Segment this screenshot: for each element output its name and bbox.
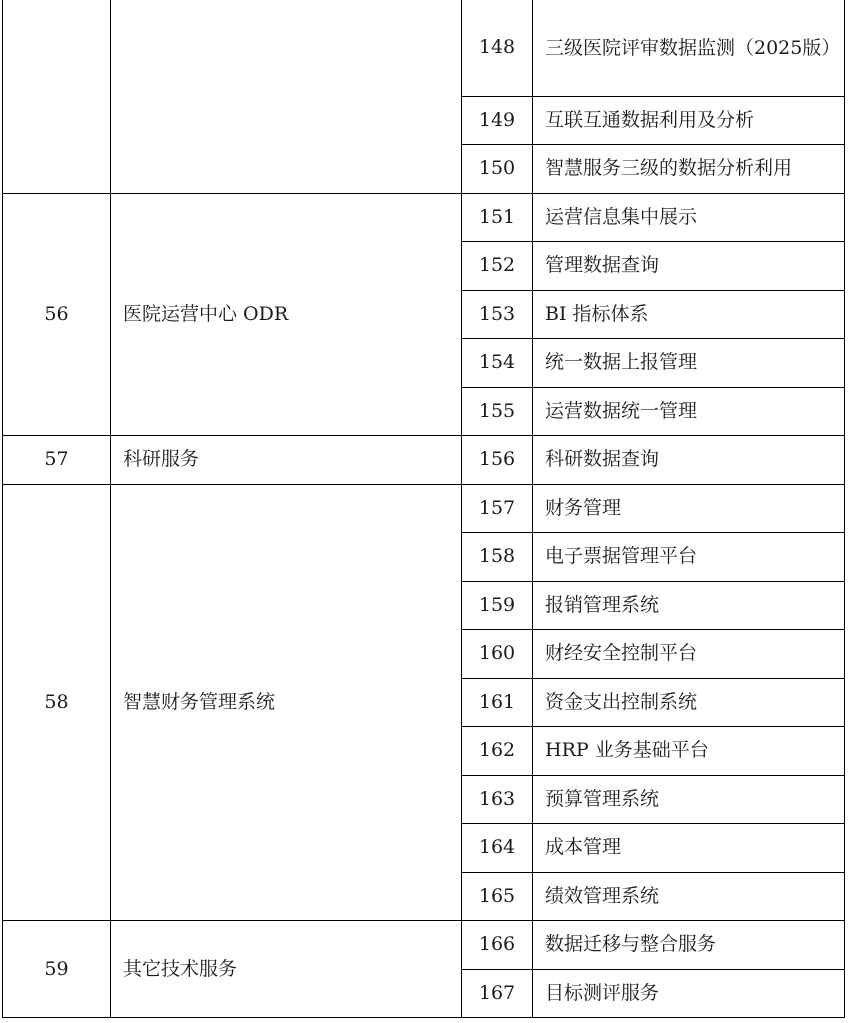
item-name-cell: 财务管理 (533, 484, 845, 533)
item-number-cell: 158 (462, 533, 533, 582)
group-name-cell: 科研服务 (111, 436, 462, 485)
item-number-cell: 165 (462, 872, 533, 921)
table-row (3, 0, 845, 96)
item-number-cell: 163 (462, 775, 533, 824)
item-name-cell: 绩效管理系统 (533, 872, 845, 921)
item-name-cell: 资金支出控制系统 (533, 678, 845, 727)
item-name-cell: 目标测评服务 (533, 969, 845, 1018)
item-number-cell: 162 (462, 727, 533, 776)
group-number-cell: 58 (3, 484, 111, 921)
item-name-cell: 互联互通数据利用及分析 (533, 96, 845, 145)
table-row (3, 484, 845, 533)
item-number-cell: 161 (462, 678, 533, 727)
item-name-cell: 运营信息集中展示 (533, 193, 845, 242)
item-number-cell: 160 (462, 630, 533, 679)
item-name-cell: 统一数据上报管理 (533, 339, 845, 388)
item-name-cell: 管理数据查询 (533, 242, 845, 291)
group-name-cell: 智慧财务管理系统 (111, 484, 462, 921)
item-name-cell: 成本管理 (533, 824, 845, 873)
item-number-cell: 166 (462, 921, 533, 970)
item-number-cell: 156 (462, 436, 533, 485)
group-number-cell: 57 (3, 436, 111, 485)
group-name-cell: 其它技术服务 (111, 921, 462, 1018)
item-number-cell: 148 (462, 0, 533, 96)
item-name-cell: 三级医院评审数据监测（2025版） (533, 0, 845, 96)
item-name-cell: 报销管理系统 (533, 581, 845, 630)
item-name-cell: 运营数据统一管理 (533, 387, 845, 436)
item-name-cell: 智慧服务三级的数据分析利用 (533, 145, 845, 194)
item-number-cell: 155 (462, 387, 533, 436)
group-number-cell (3, 0, 111, 193)
item-name-cell: 预算管理系统 (533, 775, 845, 824)
item-number-cell: 151 (462, 193, 533, 242)
item-number-cell: 150 (462, 145, 533, 194)
group-name-cell: 医院运营中心 ODR (111, 193, 462, 436)
item-name-cell: 电子票据管理平台 (533, 533, 845, 582)
item-name-cell: 财经安全控制平台 (533, 630, 845, 679)
item-number-cell: 157 (462, 484, 533, 533)
item-name-cell: HRP 业务基础平台 (533, 727, 845, 776)
item-name-cell: 科研数据查询 (533, 436, 845, 485)
table-row (3, 436, 845, 485)
item-name-cell: 数据迁移与整合服务 (533, 921, 845, 970)
item-number-cell: 159 (462, 581, 533, 630)
item-number-cell: 164 (462, 824, 533, 873)
table-row (3, 921, 845, 970)
item-number-cell: 167 (462, 969, 533, 1018)
item-number-cell: 153 (462, 290, 533, 339)
item-number-cell: 152 (462, 242, 533, 291)
item-number-cell: 149 (462, 96, 533, 145)
table-row (3, 193, 845, 242)
group-number-cell: 59 (3, 921, 111, 1018)
item-number-cell: 154 (462, 339, 533, 388)
group-number-cell: 56 (3, 193, 111, 436)
service-table (2, 0, 845, 1018)
item-name-cell: BI 指标体系 (533, 290, 845, 339)
group-name-cell (111, 0, 462, 193)
